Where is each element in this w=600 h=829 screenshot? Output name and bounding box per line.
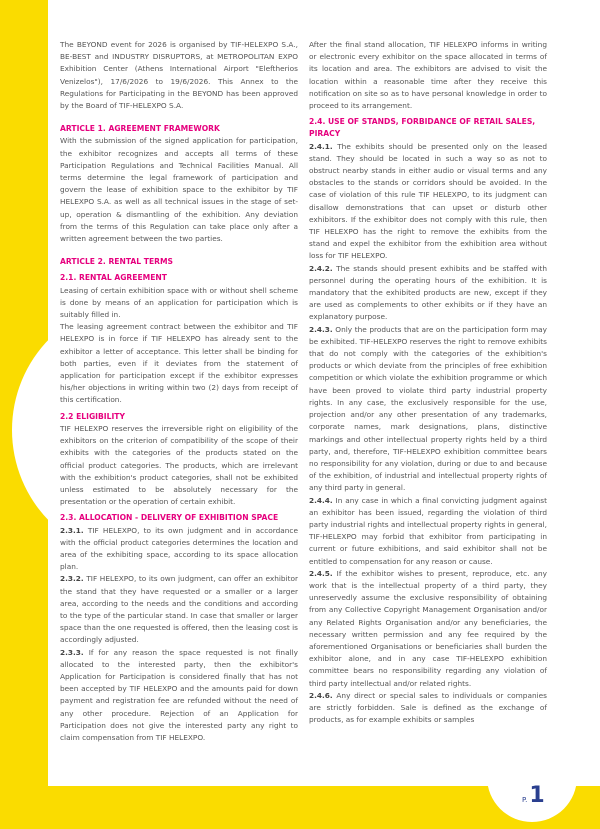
page-number [522,785,545,807]
article-1-heading: ARTICLE 1. AGREEMENT FRAMEWORK [60,124,220,134]
clause-2-4-6 [309,690,547,727]
clause-number: 2.4.2. [309,263,333,273]
clause-text: If the exhibitor wishes to present, reproduce, etc. any work that is the intellectual property of a third party, they unreservedly assume the exclusive responsibility of obtaining from any Collective Copyright Management Organisation and/or any Related Rights Organisation and/or any beneficiaries, the necessary written permission and any fee required by the aforementioned Organisations or beneficiaries shall burden the exhibitor alone, and in any case TIF-HELEXPO exhibition committee bears no responsibility regarding any violation of third party intellectual and/or related rights. [309,568,547,688]
page-number-value: 1 [529,783,545,808]
clause-number: 2.3.2. [60,574,84,584]
section-2-1-paragraph: Leasing of certain exhibition space with or without shell scheme is done by means of an application for participation which is suitably filled in. [60,285,298,320]
intro-paragraph: The BEYOND event for 2026 is organised by TIF-HELEXPO S.A., BE-BEST and INDUSTRY DISRUPTORS, at METROPOLITAN EXPO Exhibition Center (Athens International Airport "Eleftherios Venizelos"), 17/6/2026 to 19/6/2026. This Annex to the Regulations for Participating in the BEYOND has been approved by the Board of TIF-HELEXPO S.A. [60,40,298,111]
clause-number: 2.4.4. [309,495,333,505]
clause-number: 2.4.6. [309,690,333,700]
clause-text: TIF HELEXPO, to its own judgment, can offer an exhibitor the stand that they have requested or a smaller or a larger area, according to the needs and the conditions and according to the type of the particular stand. In case that smaller or larger space than the one requested is offered, then the leasing cost is accordingly adjusted. [60,574,298,645]
clause-number: 2.3.1. [60,525,84,535]
section-2-1-paragraph: The leasing agreement contract between the exhibitor and TIF HELEXPO is in force if TIF HELEXPO has already sent to the exhibitor a letter of acceptance. This letter shall be binding for both parties, even if it deviates from the statement of application for participation except if the exhibitor expresses his/her objections in writing within two (2) days from receipt of this certification. [60,322,298,405]
clause-2-4-2 [309,263,547,324]
page-number-prefix: P. [522,796,528,804]
allocation-continuation: After the final stand allocation, TIF HELEXPO informs in writing or electronic every exhibitor on the space allocated in terms of its location and area. The exhibitors are advised to visit the location within a reasonable time after they receive this notification on site so as to have personal knowledge in order to proceed to its arrangement. [309,40,547,111]
clause-2-4-1 [309,141,547,263]
clause-2-3-1 [60,525,298,574]
clause-number: 2.4.1. [309,141,333,151]
clause-2-3-2 [60,573,298,646]
section-2-2-heading: 2.2 ELIGIBILITY [60,411,125,421]
clause-text: TIF HELEXPO, to its own judgment and in accordance with the official product categories determines the location and area of the exhibiting space, according to its space allocation plan. [60,525,298,572]
clause-text: Only the products that are on the participation form may be exhibited. TIF-HELEXPO reserves the right to remove exhibits that do not comply with the categories of the exhibition's products or which deviate from the principles of free exhibition competition or which violate the exhibition programme or which have been proved to violate third party industrial property rights. In any case, the exclusively responsible for the use, projection and/or any other presentation of any trademarks, corporate names, mark designations, plans, distinctive markings and other intellectual property rights held by a third party, and, therefore, TIF-HELEXPO exhibition committee bears no responsibility for any violation, during or due to and because of the exhibition, of industrial and intellectual property rights of any third party in general. [309,324,547,493]
clause-text: If for any reason the space requested is not finally allocated to the interested party, then the exhibitor's Application for Participation is considered finally that has not been accepted by TIF HELEXPO and the amounts paid for down payment and registration fee are refunded without the need of any other procedure. Rejection of an Application for Participation does not give the interested party any right to claim compensation from TIF HELEXPO. [60,647,298,742]
page-number-bump [487,732,577,822]
clause-number: 2.4.5. [309,568,333,578]
clause-2-4-5 [309,568,547,690]
clause-2-4-4 [309,495,547,568]
clause-2-3-3 [60,647,298,745]
clause-text: The exhibits should be presented only on the leased stand. They should be located in such a way so as not to obstruct nearby stands in either audio or visual terms and any obstacles to the stands or corridors should be avoided. In the case of violation of this rule TIF HELEXPO, to its judgment can disallow demonstrations that can upset or disturb other exhibitors. If the exhibitor does not comply with this rule, then TIF HELEXPO has the right to remove the exhibits from the stand and expel the exhibitor from the exhibition area without loss for TIF HELEXPO. [309,141,547,261]
article-1-text: With the submission of the signed application for participation, the exhibitor recognizes and accepts all terms of these Participation Regulations and Technical Facilities Manual. All terms determine the legal framework of participation and govern the lease of exhibition space to the exhibitor by TIF HELEXPO S.A. as well as all technical issues in the stage of set-up, operation & dismantling of the exhibition. Any deviation from the terms of this Regulation can take place only after a written agreement between the two parties. [60,136,298,244]
right-column [309,39,547,726]
clause-text: In any case in which a final convicting judgment against an exhibitor has been issued, regarding the violation of third party industrial rights and intellectual property rights in general, TIF-HELEXPO may forbid that exhibitor from participating in current or future exhibitions, and said exhibitor shall not be entitled to compensation for any reason or cause. [309,495,547,566]
left-column [60,39,298,744]
section-2-1-heading: 2.1. RENTAL AGREEMENT [60,273,167,283]
clause-text: Any direct or special sales to individuals or companies are strictly forbidden. Sale is defined as the exchange of products, as for example exhibits or samples [309,690,547,725]
clause-text: The stands should present exhibits and be staffed with personnel during the operating hours of the exhibition. It is mandatory that the exhibited products are new, except if they are used as complements to other exhibits or if they have an explanatory purpose. [309,263,547,322]
clause-number: 2.4.3. [309,324,333,334]
clause-2-4-3 [309,324,547,495]
section-2-3-heading: 2.3. ALLOCATION - DELIVERY OF EXHIBITION SPACE [60,513,279,523]
section-2-4-heading: 2.4. USE OF STANDS, FORBIDANCE OF RETAIL SALES, PIRACY [309,117,536,139]
article-2-heading: ARTICLE 2. RENTAL TERMS [60,257,174,267]
section-2-2-text: TIF HELEXPO reserves the irreversible right on eligibility of the exhibitors on the criterion of compatibility of the scope of their exhibits with the categories of the products stated on the official product categories. The products, which are irrelevant with the exhibition's product categories, shall not be exhibited unless estimated to be absolutely necessary for the presentation or the operation of certain exhibit. [60,423,298,507]
clause-number: 2.3.3. [60,647,84,657]
